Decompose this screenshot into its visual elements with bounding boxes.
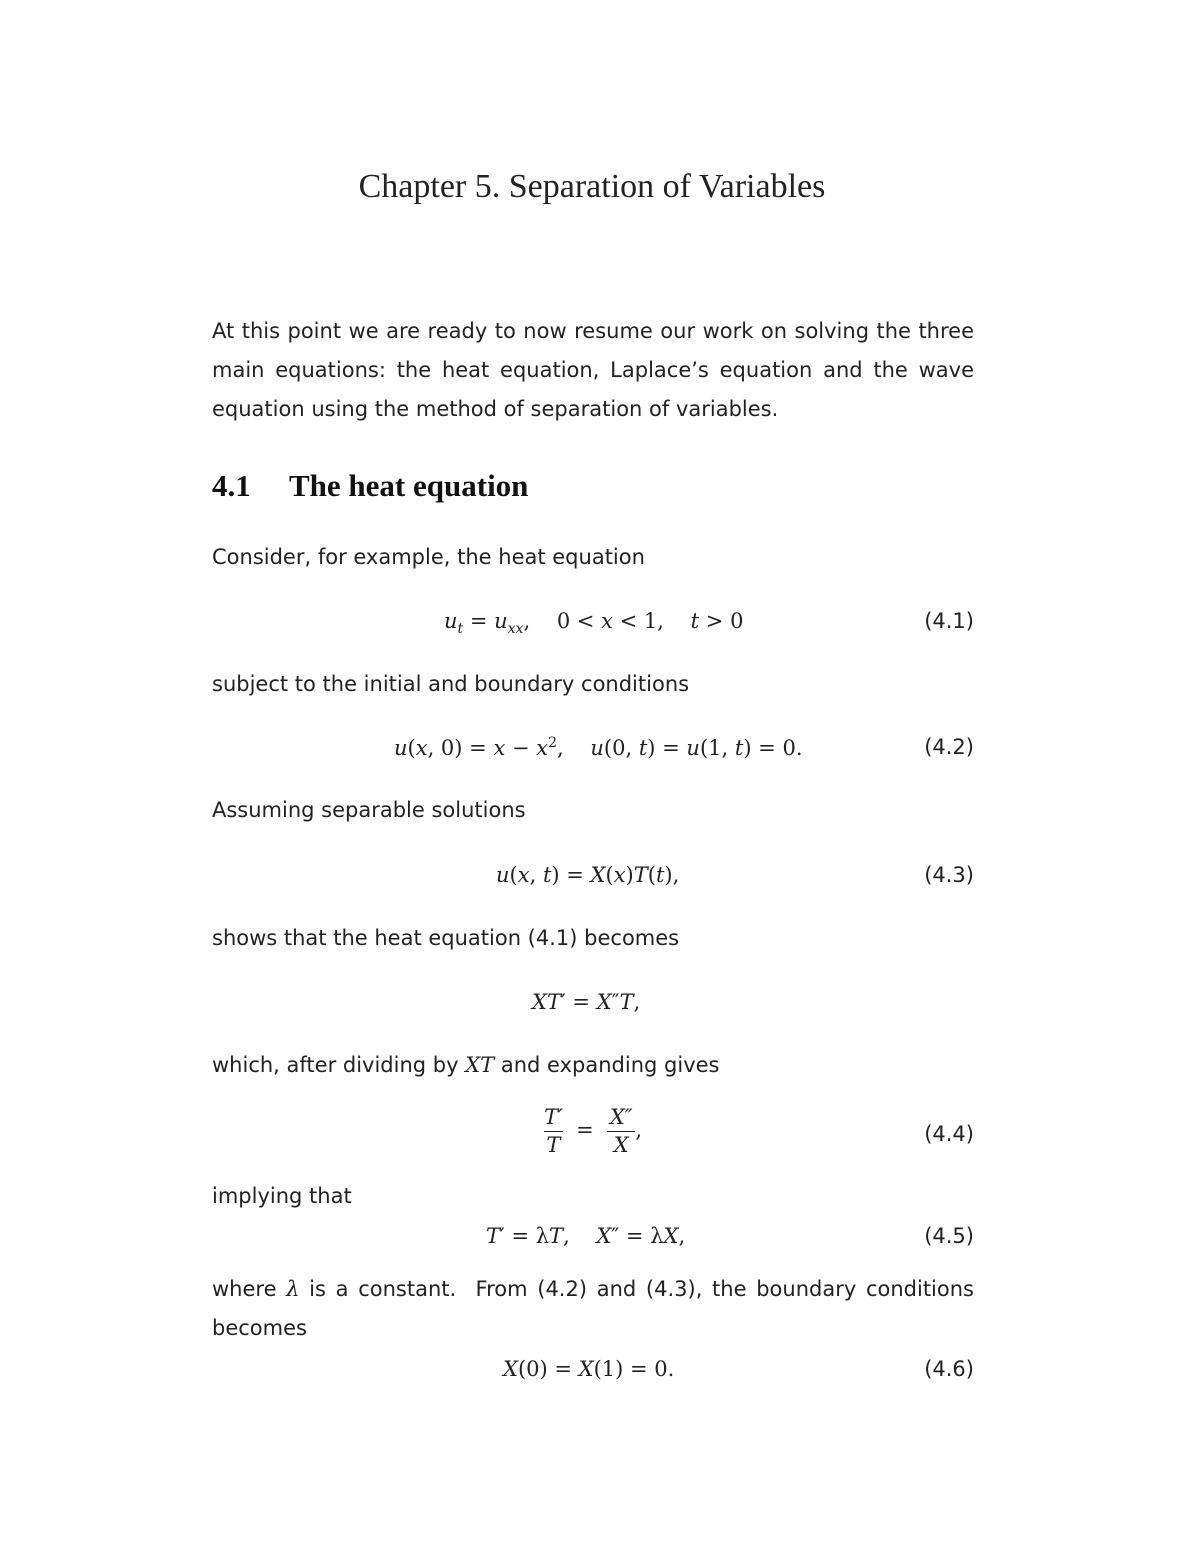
equation-unnumbered: XT′ = X″T,	[532, 990, 641, 1014]
equation-4-3: u(x, t) = X(x)T(t),	[496, 863, 680, 887]
equation-4-5: T′ = λT, X″ = λX,	[486, 1224, 686, 1248]
equation-4-4: $\frac{T'}{T}$ = $\frac{X''}{X}$ ,	[544, 1105, 643, 1157]
equation-number-4-6: (4.6)	[924, 1357, 974, 1381]
section-number: 4.1	[212, 468, 251, 503]
text-consider: Consider, for example, the heat equation	[212, 545, 645, 569]
equation-4-6: X(0) = X(1) = 0.	[503, 1357, 675, 1381]
equation-number-4-4: (4.4)	[924, 1122, 974, 1146]
equation-4-2: u(x, $0) = x - x^2$, u(0, t) = u(1, t) = 0.	[394, 735, 803, 760]
text-assuming: Assuming separable solutions	[212, 798, 526, 822]
intro-paragraph: At this point we are ready to now resume our work on solving the three main equations: the heat equation, Laplace’s equation and the wave equation using the method of separation of variables.	[212, 319, 974, 421]
equation-number-4-1: (4.1)	[924, 609, 974, 633]
text-which: which, after dividing by XT and expanding gives	[212, 1053, 720, 1077]
section-title: The heat equation	[289, 468, 529, 503]
fraction-x: $\frac{X''}{X}$	[607, 1105, 636, 1157]
equation-number-4-5: (4.5)	[924, 1224, 974, 1248]
fraction-t: $\frac{T'}{T}$	[544, 1105, 563, 1157]
equation-number-4-3: (4.3)	[924, 863, 974, 887]
equation-4-1: $u_t = u_{xx}$, 0 < x < 1, t > 0	[444, 609, 744, 638]
section-heading	[212, 468, 528, 504]
equation-number-4-2: (4.2)	[924, 735, 974, 759]
text-subject: subject to the initial and boundary conditions	[212, 672, 690, 696]
chapter-title: Chapter 5. Separation of Variables	[358, 168, 826, 205]
text-where: where λ is a constant. From (4.2) and (4.3), the boundary conditions becomes	[212, 1277, 974, 1340]
text-shows: shows that the heat equation (4.1) becomes	[212, 926, 680, 950]
text-implying: implying that	[212, 1184, 352, 1208]
